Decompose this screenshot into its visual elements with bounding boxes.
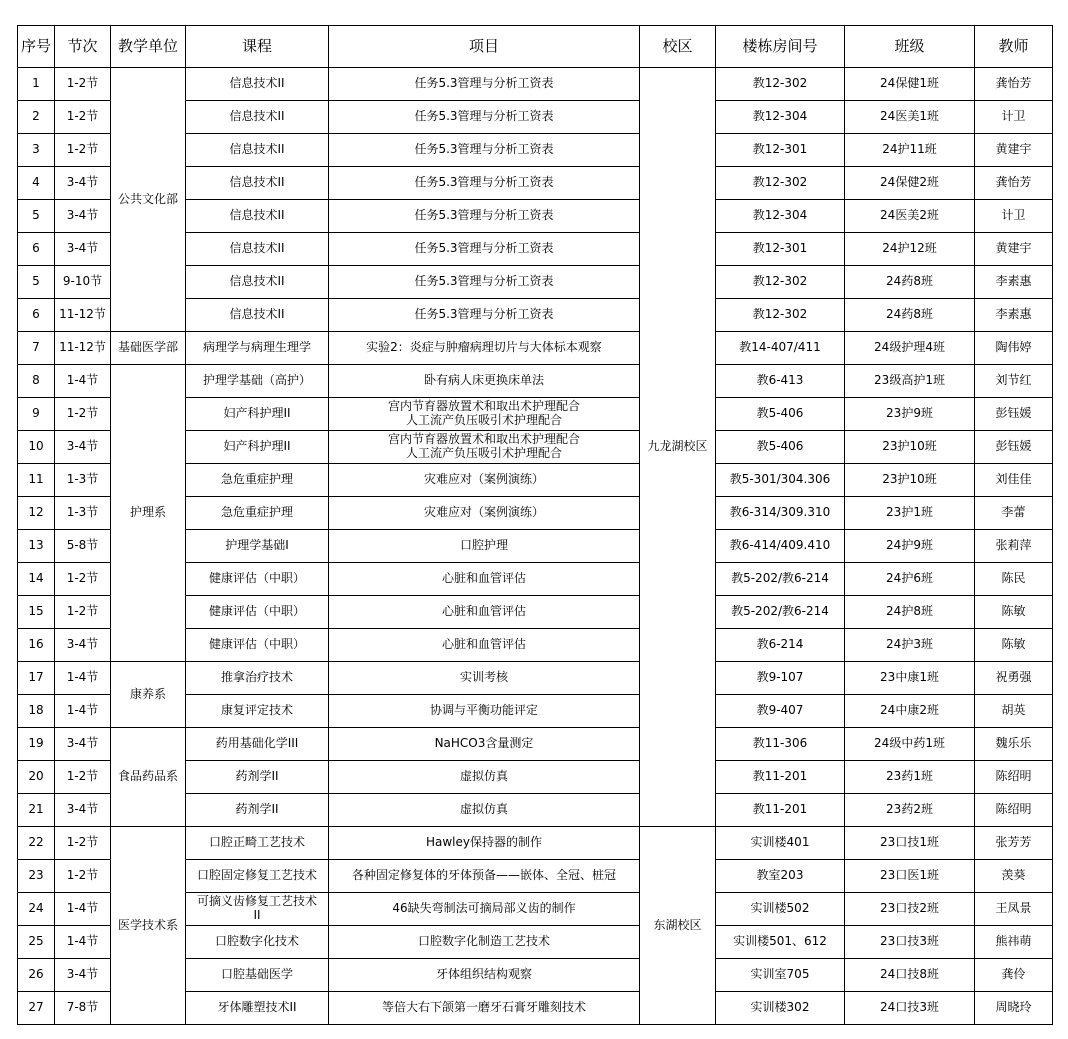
unit-cell: 医学技术系: [111, 827, 186, 1025]
class-cell: 23护9班: [845, 398, 975, 431]
class-cell: 23药1班: [845, 761, 975, 794]
seq-cell: 10: [18, 431, 55, 464]
course-cell: 药剂学II: [186, 794, 329, 827]
class-cell: 24护12班: [845, 233, 975, 266]
room-cell: 教12-304: [716, 200, 845, 233]
period-cell: 1-2节: [55, 860, 111, 893]
seq-cell: 2: [18, 101, 55, 134]
teacher-cell: 祝勇强: [975, 662, 1053, 695]
teacher-cell: 陈绍明: [975, 794, 1053, 827]
room-cell: 教5-202/教6-214: [716, 596, 845, 629]
period-cell: 1-4节: [55, 662, 111, 695]
course-cell: 牙体雕塑技术II: [186, 992, 329, 1025]
header-cell: 项目: [329, 26, 640, 68]
teacher-cell: 陶伟婷: [975, 332, 1053, 365]
class-cell: 24护9班: [845, 530, 975, 563]
project-cell-line: 人工流产负压吸引术护理配合: [405, 413, 562, 427]
header-cell: 课程: [186, 26, 329, 68]
class-cell: 23级高护1班: [845, 365, 975, 398]
period-cell: 1-2节: [55, 134, 111, 167]
course-cell-line: II: [253, 908, 261, 922]
period-cell: 1-2节: [55, 563, 111, 596]
course-cell: 信息技术II: [186, 101, 329, 134]
course-cell: 信息技术II: [186, 200, 329, 233]
project-cell-line: 人工流产负压吸引术护理配合: [405, 446, 562, 460]
seq-cell: 3: [18, 134, 55, 167]
project-cell: 虚拟仿真: [329, 794, 640, 827]
room-cell: 教12-302: [716, 299, 845, 332]
period-cell: 11-12节: [55, 332, 111, 365]
project-cell: 任务5.3管理与分析工资表: [329, 134, 640, 167]
table-row: [18, 332, 1053, 365]
project-cell: 任务5.3管理与分析工资表: [329, 200, 640, 233]
schedule-table: [17, 25, 1053, 1025]
course-cell: 推拿治疗技术: [186, 662, 329, 695]
teacher-cell: 陈敏: [975, 596, 1053, 629]
course-cell: 病理学与病理生理学: [186, 332, 329, 365]
room-cell: 教11-201: [716, 794, 845, 827]
course-cell: 口腔固定修复工艺技术: [186, 860, 329, 893]
teacher-cell: 黄建宇: [975, 134, 1053, 167]
course-cell: 护理学基础（高护）: [186, 365, 329, 398]
teacher-cell: 张芳芳: [975, 827, 1053, 860]
project-cell: 虚拟仿真: [329, 761, 640, 794]
class-cell: 23口技3班: [845, 926, 975, 959]
project-cell: 任务5.3管理与分析工资表: [329, 167, 640, 200]
period-cell: 1-4节: [55, 893, 111, 926]
project-cell: 任务5.3管理与分析工资表: [329, 299, 640, 332]
class-cell: 24药8班: [845, 266, 975, 299]
room-cell: 教11-201: [716, 761, 845, 794]
course-cell-line: 可摘义齿修复工艺技术: [196, 894, 317, 909]
table-row: [18, 662, 1053, 695]
period-cell: 3-4节: [55, 200, 111, 233]
project-cell: [329, 431, 640, 464]
course-cell: 信息技术II: [186, 299, 329, 332]
seq-cell: 27: [18, 992, 55, 1025]
teacher-cell: 张莉萍: [975, 530, 1053, 563]
unit-cell: 康养系: [111, 662, 186, 728]
teacher-cell: 黄建宇: [975, 233, 1053, 266]
period-cell: 1-4节: [55, 926, 111, 959]
course-cell: 药用基础化学III: [186, 728, 329, 761]
project-cell: 牙体组织结构观察: [329, 959, 640, 992]
seq-cell: 9: [18, 398, 55, 431]
table-row: [18, 365, 1053, 398]
table-row: [18, 827, 1053, 860]
period-cell: 3-4节: [55, 167, 111, 200]
project-cell: 46缺失弯制法可摘局部义齿的制作: [329, 893, 640, 926]
seq-cell: 12: [18, 497, 55, 530]
period-cell: 7-8节: [55, 992, 111, 1025]
room-cell: 教室203: [716, 860, 845, 893]
room-cell: 教6-414/409.410: [716, 530, 845, 563]
period-cell: 1-4节: [55, 695, 111, 728]
class-cell: 24护6班: [845, 563, 975, 596]
project-cell: 等倍大右下颌第一磨牙石膏牙雕刻技术: [329, 992, 640, 1025]
course-cell: 信息技术II: [186, 167, 329, 200]
class-cell: 23口技1班: [845, 827, 975, 860]
project-cell-line: 宫内节育器放置术和取出术护理配合: [387, 432, 580, 447]
seq-cell: 18: [18, 695, 55, 728]
class-cell: 24医美2班: [845, 200, 975, 233]
project-cell: 灾难应对（案例演练）: [329, 497, 640, 530]
period-cell: 3-4节: [55, 728, 111, 761]
teacher-cell: 计卫: [975, 200, 1053, 233]
project-cell: 实验2：炎症与肿瘤病理切片与大体标本观察: [329, 332, 640, 365]
seq-cell: 26: [18, 959, 55, 992]
seq-cell: 4: [18, 167, 55, 200]
seq-cell: 1: [18, 68, 55, 101]
campus-cell: 九龙湖校区: [640, 68, 716, 827]
teacher-cell: 胡英: [975, 695, 1053, 728]
period-cell: 1-2节: [55, 596, 111, 629]
period-cell: 1-4节: [55, 365, 111, 398]
seq-cell: 14: [18, 563, 55, 596]
course-cell: 健康评估（中职）: [186, 563, 329, 596]
teacher-cell: 周晓玲: [975, 992, 1053, 1025]
seq-cell: 22: [18, 827, 55, 860]
project-cell: 任务5.3管理与分析工资表: [329, 266, 640, 299]
project-cell: 任务5.3管理与分析工资表: [329, 101, 640, 134]
seq-cell: 15: [18, 596, 55, 629]
course-cell: 急危重症护理: [186, 464, 329, 497]
project-cell-line: 宫内节育器放置术和取出术护理配合: [387, 399, 580, 414]
class-cell: 23药2班: [845, 794, 975, 827]
class-cell: 24护8班: [845, 596, 975, 629]
seq-cell: 23: [18, 860, 55, 893]
period-cell: 1-3节: [55, 497, 111, 530]
room-cell: 教12-301: [716, 233, 845, 266]
teacher-cell: 李素惠: [975, 266, 1053, 299]
period-cell: 3-4节: [55, 233, 111, 266]
teacher-cell: 陈敏: [975, 629, 1053, 662]
course-cell: 急危重症护理: [186, 497, 329, 530]
seq-cell: 13: [18, 530, 55, 563]
class-cell: 24级中药1班: [845, 728, 975, 761]
header-row: [18, 26, 1053, 68]
room-cell: 教9-107: [716, 662, 845, 695]
seq-cell: 5: [18, 266, 55, 299]
course-cell: 妇产科护理II: [186, 431, 329, 464]
course-cell: 口腔基础医学: [186, 959, 329, 992]
period-cell: 1-2节: [55, 827, 111, 860]
period-cell: 9-10节: [55, 266, 111, 299]
header-cell: 教学单位: [111, 26, 186, 68]
room-cell: 教12-302: [716, 68, 845, 101]
teacher-cell: 龚伶: [975, 959, 1053, 992]
course-cell: 信息技术II: [186, 134, 329, 167]
room-cell: 教12-304: [716, 101, 845, 134]
class-cell: 23护1班: [845, 497, 975, 530]
course-cell: 口腔正畸工艺技术: [186, 827, 329, 860]
header-cell: 教师: [975, 26, 1053, 68]
project-cell: 卧有病人床更换床单法: [329, 365, 640, 398]
seq-cell: 24: [18, 893, 55, 926]
teacher-cell: 计卫: [975, 101, 1053, 134]
class-cell: 23护10班: [845, 431, 975, 464]
room-cell: 教5-406: [716, 431, 845, 464]
course-cell: 信息技术II: [186, 266, 329, 299]
header-cell: 序号: [18, 26, 55, 68]
teacher-cell: 刘佳佳: [975, 464, 1053, 497]
project-cell: 任务5.3管理与分析工资表: [329, 233, 640, 266]
teacher-cell: 陈民: [975, 563, 1053, 596]
project-cell: 任务5.3管理与分析工资表: [329, 68, 640, 101]
room-cell: 教12-301: [716, 134, 845, 167]
unit-cell: 食品药品系: [111, 728, 186, 827]
room-cell: 实训楼502: [716, 893, 845, 926]
project-cell: NaHCO3含量测定: [329, 728, 640, 761]
period-cell: 5-8节: [55, 530, 111, 563]
course-cell: 健康评估（中职）: [186, 629, 329, 662]
room-cell: 教12-302: [716, 266, 845, 299]
period-cell: 1-2节: [55, 68, 111, 101]
period-cell: 3-4节: [55, 431, 111, 464]
course-cell: 信息技术II: [186, 233, 329, 266]
course-cell: 口腔数字化技术: [186, 926, 329, 959]
seq-cell: 6: [18, 299, 55, 332]
room-cell: 实训楼501、612: [716, 926, 845, 959]
project-cell: 心脏和血管评估: [329, 596, 640, 629]
course-cell: 康复评定技术: [186, 695, 329, 728]
project-cell: [329, 398, 640, 431]
room-cell: 教5-406: [716, 398, 845, 431]
project-cell: 各种固定修复体的牙体预备——嵌体、全冠、桩冠: [329, 860, 640, 893]
unit-cell: 公共文化部: [111, 68, 186, 332]
class-cell: 24护3班: [845, 629, 975, 662]
project-cell: Hawley保持器的制作: [329, 827, 640, 860]
room-cell: 教5-202/教6-214: [716, 563, 845, 596]
teacher-cell: 龚怡芳: [975, 167, 1053, 200]
project-cell: 口腔数字化制造工艺技术: [329, 926, 640, 959]
teacher-cell: 羡葵: [975, 860, 1053, 893]
teacher-cell: 龚怡芳: [975, 68, 1053, 101]
class-cell: 24口技8班: [845, 959, 975, 992]
seq-cell: 11: [18, 464, 55, 497]
class-cell: 23口技2班: [845, 893, 975, 926]
teacher-cell: 魏乐乐: [975, 728, 1053, 761]
project-cell: 协调与平衡功能评定: [329, 695, 640, 728]
teacher-cell: 彭钰媛: [975, 398, 1053, 431]
room-cell: 实训室705: [716, 959, 845, 992]
period-cell: 1-2节: [55, 101, 111, 134]
header-cell: 校区: [640, 26, 716, 68]
room-cell: 教11-306: [716, 728, 845, 761]
course-cell: 护理学基础I: [186, 530, 329, 563]
teacher-cell: 王凤景: [975, 893, 1053, 926]
room-cell: 教6-314/309.310: [716, 497, 845, 530]
period-cell: 3-4节: [55, 959, 111, 992]
room-cell: 实训楼302: [716, 992, 845, 1025]
seq-cell: 7: [18, 332, 55, 365]
table-row: [18, 728, 1053, 761]
class-cell: 23口医1班: [845, 860, 975, 893]
teacher-cell: 李素惠: [975, 299, 1053, 332]
seq-cell: 5: [18, 200, 55, 233]
period-cell: 1-2节: [55, 398, 111, 431]
project-cell: 实训考核: [329, 662, 640, 695]
class-cell: 24级护理4班: [845, 332, 975, 365]
seq-cell: 6: [18, 233, 55, 266]
teacher-cell: 陈绍明: [975, 761, 1053, 794]
course-cell: 妇产科护理II: [186, 398, 329, 431]
period-cell: 1-3节: [55, 464, 111, 497]
unit-cell: 护理系: [111, 365, 186, 662]
class-cell: 24药8班: [845, 299, 975, 332]
seq-cell: 21: [18, 794, 55, 827]
table-row: [18, 68, 1053, 101]
seq-cell: 17: [18, 662, 55, 695]
seq-cell: 8: [18, 365, 55, 398]
header-cell: 楼栋房间号: [716, 26, 845, 68]
room-cell: 教12-302: [716, 167, 845, 200]
period-cell: 11-12节: [55, 299, 111, 332]
room-cell: 教5-301/304.306: [716, 464, 845, 497]
header-cell: 节次: [55, 26, 111, 68]
class-cell: 24保健2班: [845, 167, 975, 200]
seq-cell: 25: [18, 926, 55, 959]
header-cell: 班级: [845, 26, 975, 68]
class-cell: 24护11班: [845, 134, 975, 167]
seq-cell: 19: [18, 728, 55, 761]
room-cell: 教6-413: [716, 365, 845, 398]
room-cell: 教14-407/411: [716, 332, 845, 365]
course-cell: 信息技术II: [186, 68, 329, 101]
course-cell: 健康评估（中职）: [186, 596, 329, 629]
room-cell: 教6-214: [716, 629, 845, 662]
room-cell: 教9-407: [716, 695, 845, 728]
class-cell: 24医美1班: [845, 101, 975, 134]
period-cell: 1-2节: [55, 761, 111, 794]
class-cell: 23护10班: [845, 464, 975, 497]
room-cell: 实训楼401: [716, 827, 845, 860]
teacher-cell: 刘节红: [975, 365, 1053, 398]
class-cell: 24保健1班: [845, 68, 975, 101]
course-cell: 药剂学II: [186, 761, 329, 794]
class-cell: 23中康1班: [845, 662, 975, 695]
seq-cell: 16: [18, 629, 55, 662]
project-cell: 口腔护理: [329, 530, 640, 563]
teacher-cell: 熊祎萌: [975, 926, 1053, 959]
project-cell: 心脏和血管评估: [329, 563, 640, 596]
teacher-cell: 李蕾: [975, 497, 1053, 530]
project-cell: 心脏和血管评估: [329, 629, 640, 662]
unit-cell: 基础医学部: [111, 332, 186, 365]
teacher-cell: 彭钰媛: [975, 431, 1053, 464]
period-cell: 3-4节: [55, 794, 111, 827]
project-cell: 灾难应对（案例演练）: [329, 464, 640, 497]
campus-cell: 东湖校区: [640, 827, 716, 1025]
period-cell: 3-4节: [55, 629, 111, 662]
class-cell: 24中康2班: [845, 695, 975, 728]
course-cell: [186, 893, 329, 926]
class-cell: 24口技3班: [845, 992, 975, 1025]
seq-cell: 20: [18, 761, 55, 794]
